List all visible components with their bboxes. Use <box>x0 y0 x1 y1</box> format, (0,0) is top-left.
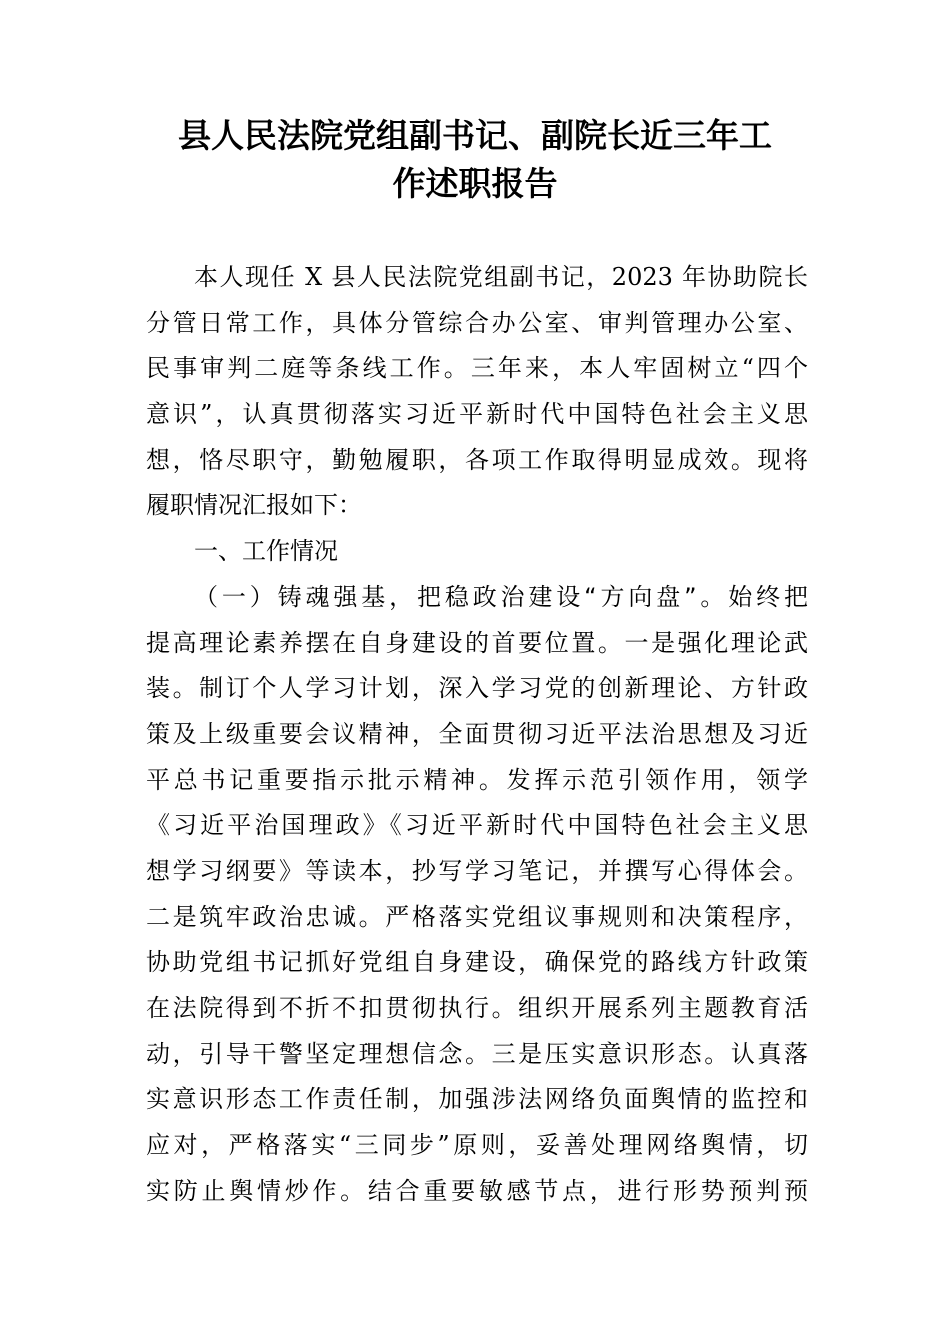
subsection-line-7: 想学习纲要》等读本，抄写学习笔记，并撰写心得体会。 <box>146 856 808 885</box>
intro-line-4: 意识”，认真贯彻落实习近平新时代中国特色社会主义思 <box>146 400 808 429</box>
subsection-line-3: 装。制订个人学习计划，深入学习党的创新理论、方针政 <box>146 674 808 703</box>
subsection-line-2: 提高理论素养摆在自身建设的首要位置。一是强化理论武 <box>146 628 808 657</box>
section-heading: 一、工作情况 <box>194 537 338 566</box>
subsection-line-14: 实防止舆情炒作。结合重要敏感节点，进行形势预判预 <box>146 1176 808 1205</box>
intro-line-3: 民事审判二庭等条线工作。三年来，本人牢固树立“四个 <box>146 354 808 383</box>
subsection-line-8: 二是筑牢政治忠诚。严格落实党组议事规则和决策程序， <box>146 902 808 931</box>
intro-line-6: 履职情况汇报如下： <box>146 491 362 520</box>
subsection-line-10: 在法院得到不折不扣贯彻执行。组织开展系列主题教育活 <box>146 994 808 1022</box>
subsection-line-5: 平总书记重要指示批示精神。发挥示范引领作用，领学 <box>146 765 808 794</box>
subsection-line-6: 《习近平治国理政》《习近平新时代中国特色社会主义思 <box>146 811 808 840</box>
title-line-1: 县人民法院党组副书记、副院长近三年工 <box>178 116 772 155</box>
document-body <box>146 255 808 1214</box>
document-title <box>130 112 820 208</box>
intro-line-5: 想，恪尽职守，勤勉履职，各项工作取得明显成效。现将 <box>146 445 808 474</box>
title-line-2: 作述职报告 <box>392 164 558 203</box>
subsection-first-line <box>146 575 808 621</box>
subsection-line-12: 实意识形态工作责任制，加强涉法网络负面舆情的监控和 <box>146 1085 808 1114</box>
subsection-line-9: 协助党组书记抓好党组自身建设，确保党的路线方针政策 <box>146 948 808 977</box>
subsection-heading: （一）铸魂强基，把稳政治建设“方向盘”。 <box>194 582 729 611</box>
subsection-line-13: 应对，严格落实“三同步”原则，妥善处理网络舆情，切 <box>146 1131 808 1160</box>
subsection-line-11: 动，引导干警坚定理想信念。三是压实意识形态。认真落 <box>146 1039 808 1068</box>
intro-line-2: 分管日常工作，具体分管综合办公室、审判管理办公室、 <box>146 308 808 337</box>
intro-line-1: 本人现任 X 县人民法院党组副书记，2023 年协助院长 <box>194 263 808 291</box>
subsection-line-4: 策及上级重要会议精神，全面贯彻习近平法治思想及习近 <box>146 719 808 748</box>
subsection-line-1: 始终把 <box>728 582 808 611</box>
